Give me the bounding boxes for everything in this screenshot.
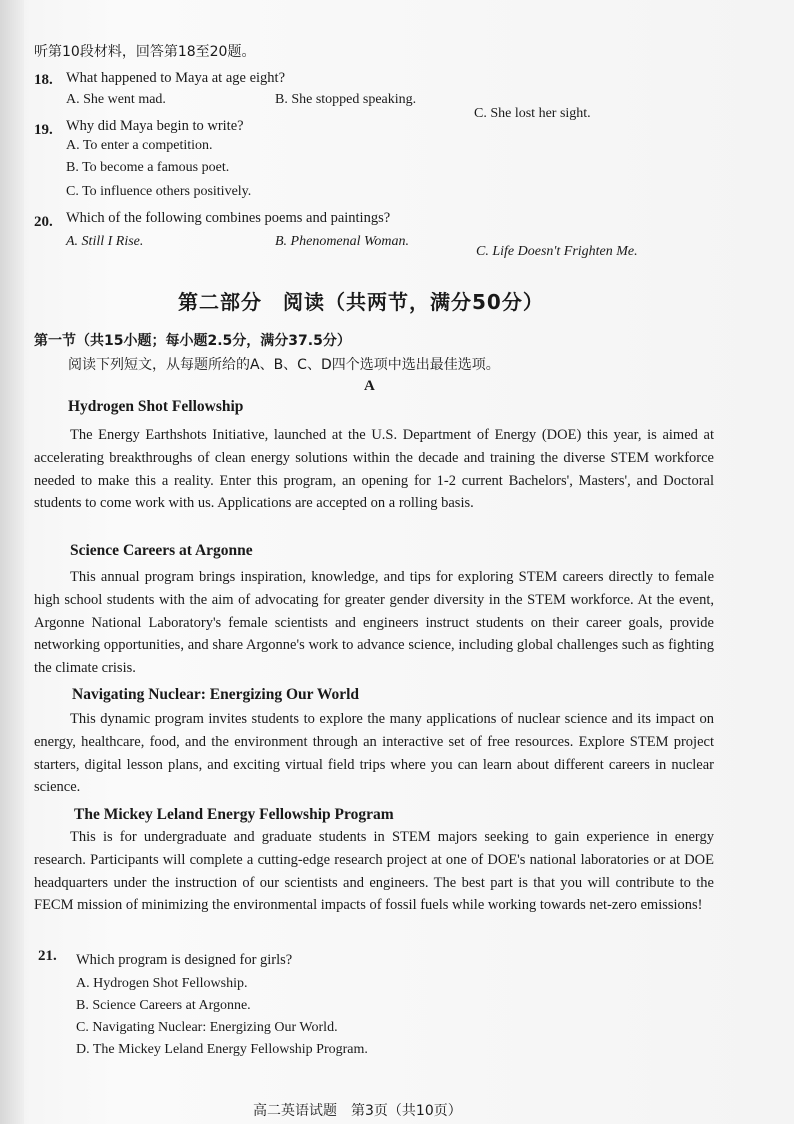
program-body-science-careers: This annual program brings inspiration, knowledge, and tips for exploring STEM careers directly to female high school students with the aim of advocating for greater gender diversity in the STEM workforce. At the event, Argonne National Laboratory's female scientists and engineers instruct students on their career goals, provide networking opportunities, and share Argonne's work to advance science, including global challenges such as fighting the climate crisis. [34,569,714,677]
question-19-option-b: B. To become a famous poet. [66,160,230,175]
question-21-option-d: D. The Mickey Leland Energy Fellowship Program. [76,1042,368,1057]
question-19-number: 19. [34,122,53,138]
question-20-number: 20. [34,214,53,230]
section-one-title: 第一节（共15小题；每小题2.5分，满分37.5分） [34,333,351,349]
question-20-option-c: C. Life Doesn't Frighten Me. [476,244,638,259]
binding-shadow [0,0,24,1124]
program-title-science-careers: Science Careers at Argonne [70,542,253,559]
question-21-option-b: B. Science Careers at Argonne. [76,998,251,1013]
passage-letter: A [364,378,375,394]
program-body-hydrogen-shot: The Energy Earthshots Initiative, launched at the U.S. Department of Energy (DOE) this year, is aimed at accelerating breakthroughs of clean energy solutions within the decade and training the diverse STEM workforce needed to make this a reality. Enter this program, an opening for 1-2 current Bachelors', Masters', and Doctoral students to come work with us. Applications are accepted on a rolling basis. [34,427,714,512]
question-21-option-c: C. Navigating Nuclear: Energizing Our World. [76,1020,338,1035]
reading-instruction: 阅读下列短文，从每题所给的A、B、C、D四个选项中选出最佳选项。 [68,357,500,373]
question-19-option-a: A. To enter a competition. [66,138,213,153]
listening-intro: 听第10段材料，回答第18至20题。 [34,44,256,60]
question-18-stem: What happened to Maya at age eight? [66,70,286,86]
question-21-stem: Which program is designed for girls? [76,952,293,968]
question-18-option-c: C. She lost her sight. [474,106,591,121]
question-18-number: 18. [34,72,53,88]
question-19-option-c: C. To influence others positively. [66,184,252,199]
question-21-number: 21. [38,948,57,964]
question-18-option-b: B. She stopped speaking. [275,92,417,107]
program-body-mickey-leland: This is for undergraduate and graduate students in STEM majors seeking to gain experience in energy research. Participants will complete a cutting-edge research project at one of DOE's national laboratories or at DOE headquarters under the instruction of our scientists and engineers. The best part is that you will contribute to the FECM mission of minimizing the environmental impacts of fossil fuels while working towards net-zero emissions! [34,829,714,914]
question-18-option-a: A. She went mad. [66,92,166,107]
part-two-title: 第二部分 阅读（共两节，满分50分） [178,290,544,314]
program-title-hydrogen-shot: Hydrogen Shot Fellowship [68,398,244,415]
question-20-option-b: B. Phenomenal Woman. [275,234,410,249]
question-20-option-a: A. Still I Rise. [66,234,144,249]
question-21-option-a: A. Hydrogen Shot Fellowship. [76,976,248,991]
program-body-navigating-nuclear: This dynamic program invites students to explore the many applications of nuclear science and its impact on energy, healthcare, food, and the environment through an interactive set of free resources. Explore STEM project starters, digital lesson plans, and exciting virtual field trips where you can learn about different careers in nuclear science. [34,711,714,796]
program-title-navigating-nuclear: Navigating Nuclear: Energizing Our World [72,686,360,703]
page-footer: 高二英语试题 第3页（共10页） [253,1103,462,1119]
question-19-stem: Why did Maya begin to write? [66,118,244,134]
program-title-mickey-leland: The Mickey Leland Energy Fellowship Program [74,806,394,823]
question-20-stem: Which of the following combines poems and paintings? [66,210,391,226]
